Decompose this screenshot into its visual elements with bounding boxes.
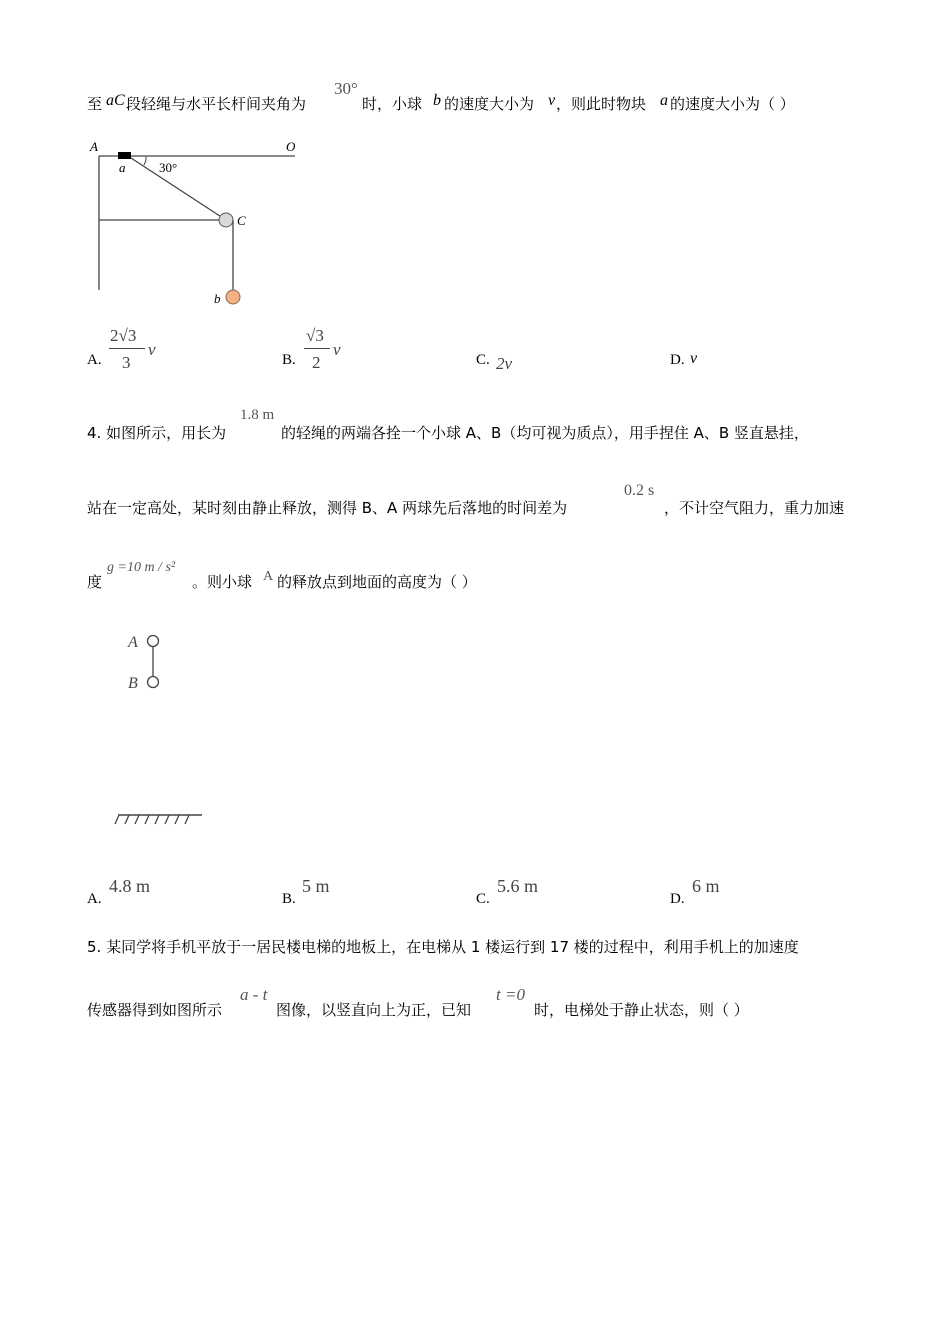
q3-option-b-label: B. bbox=[282, 352, 296, 368]
label-a: a bbox=[119, 160, 126, 175]
q4-line3-a: 度 bbox=[87, 573, 103, 591]
q4-figure bbox=[110, 625, 210, 830]
ground-hatch bbox=[115, 815, 202, 824]
q4-line2-b: ，不计空气阻力，重力加速 bbox=[664, 499, 845, 517]
q4-option-c-value: 5.6 m bbox=[497, 876, 539, 896]
q3-option-a-label: A. bbox=[87, 352, 102, 368]
label-O: O bbox=[286, 139, 296, 154]
q3-text-seg5: 的速度大小为（ ） bbox=[670, 95, 795, 113]
q3-text-seg1: 段轻绳与水平长杆间夹角为 bbox=[126, 95, 307, 113]
q5-line2-b: 图像，以竖直向上为正，已知 bbox=[276, 1001, 472, 1019]
q3-option-a-fraction-bar bbox=[109, 348, 145, 349]
q3-option-c-value: 2v bbox=[496, 354, 513, 373]
q3-option-b-numerator: √3 bbox=[306, 326, 324, 345]
pulley-C bbox=[219, 213, 233, 227]
q3-var-a: a bbox=[660, 92, 668, 109]
q3-var-aC: aC bbox=[106, 92, 125, 109]
label-b: b bbox=[214, 291, 221, 306]
q5-line2-c: 时，电梯处于静止状态，则（ ） bbox=[534, 1001, 749, 1019]
q4-ball-A: A bbox=[263, 569, 274, 584]
q3-option-a-var: v bbox=[148, 340, 156, 359]
q4-length-formula: 1.8 m bbox=[240, 407, 275, 423]
q4-g-formula: g =10 m / s² bbox=[107, 560, 176, 575]
q3-var-b: b bbox=[433, 92, 441, 109]
q4-option-b-label: B. bbox=[282, 891, 296, 907]
q3-option-b-fraction-bar bbox=[304, 348, 330, 349]
q4-line1-b: 的轻绳的两端各拴一个小球 A、B（均可视为质点），用手捏住 A、B 竖直悬挂， bbox=[281, 424, 809, 442]
q3-option-c-label: C. bbox=[476, 352, 490, 368]
q3-option-d-value: v bbox=[690, 350, 698, 367]
label-angle: 30° bbox=[159, 160, 178, 175]
q4-line1-a: 4. 如图所示，用长为 bbox=[87, 424, 227, 442]
rope-aC bbox=[131, 158, 226, 220]
q4-option-c-label: C. bbox=[476, 891, 490, 907]
q4-option-a-value: 4.8 m bbox=[109, 876, 151, 896]
ball-b bbox=[226, 290, 240, 304]
ball-A bbox=[148, 636, 159, 647]
q3-text-seg4: ，则此时物块 bbox=[556, 95, 647, 113]
angle-arc bbox=[144, 156, 146, 165]
q4-option-a-label: A. bbox=[87, 891, 102, 907]
q3-option-b-var: v bbox=[333, 340, 341, 359]
ball-B bbox=[148, 677, 159, 688]
q3-option-a-numerator: 2√3 bbox=[110, 326, 137, 345]
q5-line1: 5. 某同学将手机平放于一居民楼电梯的地板上，在电梯从 1 楼运行到 17 楼的过程中，利用手机上的加速度 bbox=[87, 938, 799, 956]
q3-option-b-denominator: 2 bbox=[312, 353, 321, 372]
q3-var-v: v bbox=[548, 92, 556, 109]
q3-text-seg2: 时，小球 bbox=[362, 95, 423, 113]
q5-t0-formula: t =0 bbox=[496, 985, 525, 1004]
label-ball-A: A bbox=[128, 634, 138, 651]
q3-text-seg3: 的速度大小为 bbox=[444, 95, 535, 113]
q4-line3-b: 。则小球 bbox=[192, 573, 253, 591]
q4-line2-a: 站在一定高处，某时刻由静止释放，测得 B、A 两球先后落地的时间差为 bbox=[87, 499, 568, 517]
q3-figure bbox=[80, 135, 320, 310]
q3-angle-formula: 30° bbox=[334, 79, 358, 98]
q4-dt-formula: 0.2 s bbox=[624, 482, 655, 499]
block-a bbox=[118, 152, 131, 159]
q3-text-prefix: 至 bbox=[87, 95, 103, 113]
q5-line2-a: 传感器得到如图所示 bbox=[87, 1001, 223, 1019]
q5-at-formula: a - t bbox=[240, 985, 268, 1004]
q3-option-d-label: D. bbox=[670, 352, 685, 368]
label-ball-B: B bbox=[128, 675, 138, 692]
q4-option-d-label: D. bbox=[670, 891, 685, 907]
label-A: A bbox=[90, 139, 98, 154]
q4-option-d-value: 6 m bbox=[692, 876, 720, 896]
q4-line3-c: 的释放点到地面的高度为（ ） bbox=[277, 573, 477, 591]
label-C: C bbox=[237, 213, 246, 228]
q3-option-a-denominator: 3 bbox=[122, 353, 131, 372]
q4-option-b-value: 5 m bbox=[302, 876, 330, 896]
